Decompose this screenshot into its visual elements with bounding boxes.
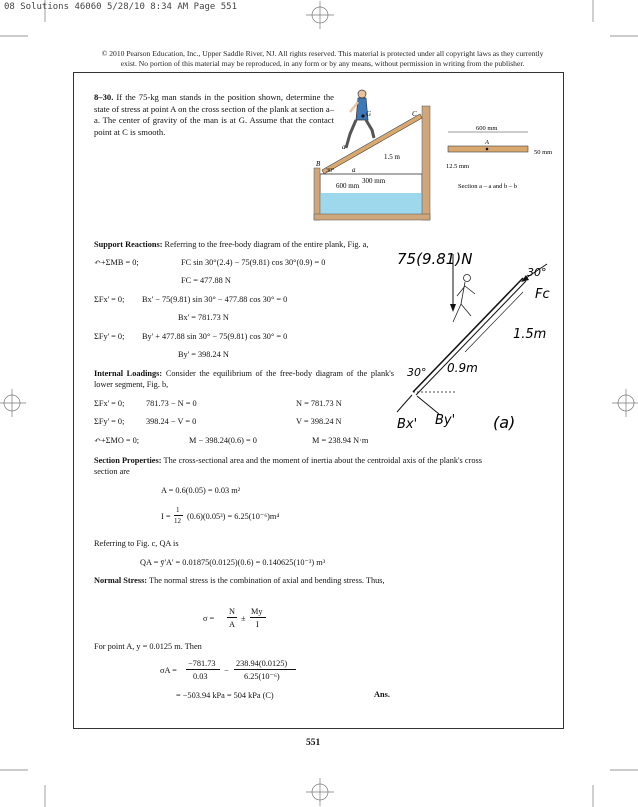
- water: [320, 193, 422, 214]
- problem-text: If the 75-kg man stands in the position shown, determine the state of stress at point A on the cross section of the plank at section a–a. The center of gravity of the man is at G. Assume that the contact point at C is smooth.: [94, 92, 334, 137]
- problem-statement: [94, 92, 334, 138]
- r3-equation: M − 398.24(0.6) = 0: [189, 436, 257, 445]
- frac-minus: −: [224, 666, 229, 675]
- left-wall: [314, 168, 320, 220]
- sigma-i: I: [256, 620, 259, 629]
- r1-result: N = 781.73 N: [296, 399, 342, 408]
- sigma-bar-2: [250, 617, 266, 618]
- label-a-upper: a: [342, 143, 346, 151]
- fbd-dist-label: 0.9m: [447, 361, 478, 375]
- qa-equation: QA = ȳ'A' = 0.01875(0.0125)(0.6) = 0.140625(10⁻³) m³: [140, 558, 326, 567]
- normal-heading: Normal Stress:: [94, 576, 148, 585]
- fbd-angle-top: 30°: [527, 266, 547, 279]
- section-a-label: A: [485, 139, 489, 146]
- r2-label: ΣFy' = 0;: [94, 417, 125, 426]
- frac1-numerator: −781.73: [188, 659, 216, 668]
- plank: [322, 114, 422, 174]
- label-600mm: 600 mm: [336, 182, 360, 190]
- fbd-man: [453, 275, 475, 323]
- center-of-gravity-g: [361, 114, 364, 117]
- sigma-a: A: [229, 620, 235, 629]
- r1-label: ΣFx' = 0;: [94, 399, 125, 408]
- support-heading: Support Reactions:: [94, 240, 163, 249]
- page-number: 551: [306, 738, 321, 748]
- eq3-equation: By' + 477.88 sin 30° − 75(9.81) cos 30° = 0: [142, 332, 288, 341]
- fbd-angle-b: 30°: [407, 366, 427, 379]
- problem-figure: [300, 86, 562, 226]
- sigma-a-lhs: σA =: [160, 666, 177, 675]
- support-intro-text: Referring to the free-body diagram of the entire plank, Fig. a,: [164, 240, 369, 249]
- r2-equation: 398.24 − V = 0: [146, 417, 197, 426]
- eq2-label: ΣFx' = 0;: [94, 295, 125, 304]
- frac2-numerator: 238.94(0.0125): [236, 659, 288, 668]
- r3-label: ↶+ΣMO = 0;: [94, 436, 140, 445]
- section-thickness-label: 12.5 mm: [446, 163, 470, 170]
- eq3-result: By' = 398.24 N: [178, 350, 229, 359]
- support-reactions-intro: [94, 239, 394, 250]
- inertia-denominator: 12: [174, 517, 181, 525]
- label-angle: 30°: [326, 168, 335, 174]
- sigma-my: My: [251, 607, 263, 616]
- section-caption: Section a – a and b – b: [458, 183, 518, 190]
- frac2-bar: [234, 669, 296, 670]
- eq1-result: FC = 477.88 N: [181, 276, 231, 285]
- sigma-lhs: σ =: [203, 614, 215, 623]
- r2-result: V = 398.24 N: [296, 417, 342, 426]
- frac1-bar: [186, 669, 220, 670]
- label-length: 1.5 m: [384, 153, 400, 161]
- section-depth-label: 50 mm: [534, 149, 553, 156]
- fbd-length-label: 1.5m: [513, 327, 547, 342]
- internal-intro-text: Consider the equilibrium of the free-body diagram of the plank's lower segment, Fig. b,: [94, 369, 394, 389]
- label-a-lower: a: [352, 166, 356, 174]
- eq3-label: ΣFy' = 0;: [94, 332, 125, 341]
- label-c: C: [412, 110, 417, 118]
- eq2-result: Bx' = 781.73 N: [178, 313, 229, 322]
- qa-intro: Referring to Fig. c, QA is: [94, 539, 179, 548]
- inertia-numerator: 1: [176, 506, 180, 514]
- inertia-lhs: I =: [161, 512, 171, 521]
- normal-stress-intro: [94, 575, 482, 586]
- tank-floor: [314, 214, 430, 220]
- point-a-intro: For point A, y = 0.0125 m. Then: [94, 642, 202, 651]
- fbd-weight-label: 75(9.81)N: [397, 250, 473, 268]
- section-intro-text: The cross-sectional area and the moment of inertia about the centroidal axis of the plank's cross section are: [94, 456, 482, 476]
- copyright-line-2: exist. No portion of this material may be reproduced, in any form or by any means, without permission in writing from the publisher.: [120, 59, 525, 68]
- fbd-fc-label: Fc: [535, 287, 550, 302]
- section-properties-intro: [94, 455, 482, 477]
- answer-marker: Ans.: [374, 690, 390, 699]
- right-wall: [422, 106, 430, 220]
- r1-equation: 781.73 − N = 0: [146, 399, 197, 408]
- sigma-pm: ±: [241, 614, 246, 623]
- frac1-denominator: 0.03: [193, 672, 208, 681]
- eq1-equation: FC sin 30°(2.4) − 75(9.81) cos 30°(0.9) = 0: [181, 258, 326, 267]
- eq1-label: ↶+ΣMB = 0;: [94, 258, 139, 267]
- internal-loadings-intro: [94, 368, 394, 390]
- internal-heading: Internal Loadings:: [94, 369, 163, 378]
- section-width-label: 600 mm: [476, 125, 498, 132]
- free-body-diagram-a: [395, 242, 555, 442]
- sigma-n: N: [229, 607, 235, 616]
- fbd-by-label: By': [435, 413, 456, 428]
- problem-number: 8–30.: [94, 92, 114, 102]
- label-300mm: 300 mm: [362, 177, 386, 185]
- area-equation: A = 0.6(0.05) = 0.03 m²: [161, 486, 241, 495]
- inertia-rhs: (0.6)(0.05³) = 6.25(10⁻⁶)m⁴: [187, 512, 280, 521]
- section-heading: Section Properties:: [94, 456, 162, 465]
- r3-result: M = 238.94 N·m: [312, 436, 369, 445]
- print-slug: 08 Solutions 46060 5/28/10 8:34 AM Page 551: [4, 2, 237, 12]
- sigma-bar-1: [227, 617, 237, 618]
- fbd-figure-tag: (a): [493, 413, 516, 432]
- normal-intro-text: The normal stress is the combination of axial and bending stress. Thus,: [149, 576, 385, 585]
- eq2-equation: Bx' − 75(9.81) sin 30° − 477.88 cos 30° = 0: [142, 295, 288, 304]
- stress-result: = −503.94 kPa = 504 kPa (C): [176, 691, 274, 700]
- label-b: B: [316, 160, 321, 168]
- label-g: G: [366, 110, 372, 118]
- copyright-line-1: © 2010 Pearson Education, Inc., Upper Saddle River, NJ. All rights reserved. This material is protected under all copyright laws as they currently: [101, 49, 544, 58]
- man-figure: [346, 90, 374, 148]
- fbd-bx-label: Bx': [397, 417, 418, 432]
- frac2-denominator: 6.25(10⁻⁶): [244, 672, 280, 681]
- section-point-a: [486, 148, 489, 151]
